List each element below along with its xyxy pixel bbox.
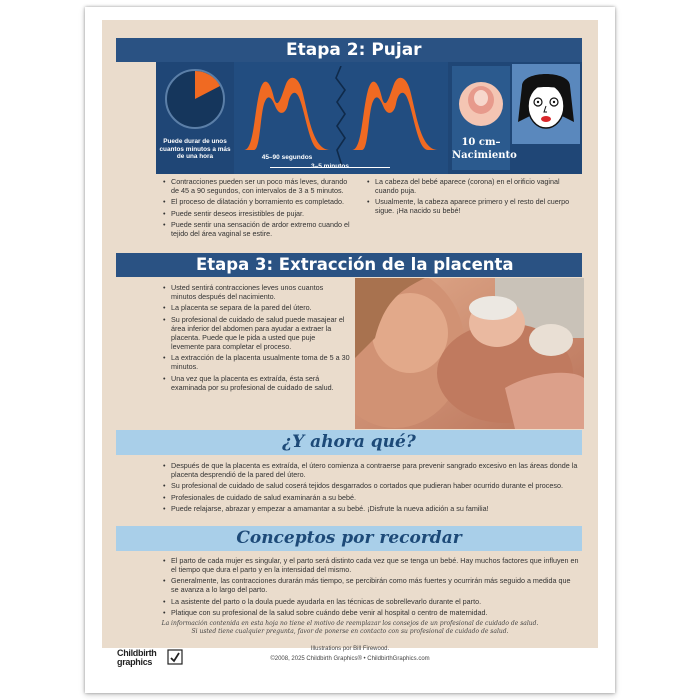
list-item: • El parto de cada mujer es singular, y el parto será distinto cada vez que se tenga un bebé. Hay muchos factores que influyen en el tiempo que dura el parto y en la intensidad del mismo. <box>171 556 580 574</box>
list-item: • La placenta se separa de la pared del útero. <box>171 303 350 312</box>
list-item: • Puede relajarse, abrazar y empezar a amamantar a su bebé. ¡Disfrute la nueva adición a su familia! <box>171 504 580 513</box>
contraction-wave-2 <box>346 72 444 154</box>
stage3-title: Etapa 3: Extracción de la placenta <box>116 253 582 277</box>
list-item: • Contracciones pueden ser un poco más leves, durando de 45 a 90 segundos, con intervalos de 3 a 5 minutos. <box>171 177 352 195</box>
clock-icon <box>164 68 226 132</box>
list-item: • Después de que la placenta es extraída, el útero comienza a contraerse para prevenir sangrado excesivo en las áreas donde la placenta desprendió de la pared del útero. <box>171 461 580 479</box>
footer-copyright: ©2008, 2025 Childbirth Graphics® • ChildbirthGraphics.com <box>270 656 430 662</box>
concepts-bullets <box>160 556 580 620</box>
now-what-title: ¿Y ahora qué? <box>116 430 582 455</box>
list-item: • Su profesional de cuidado de salud coserá tejidos desgarrados o cortados que pudieran haber ocurrido durante el proceso. <box>171 481 580 490</box>
list-item: • Su profesional de cuidado de salud puede masajear el área inferior del abdomen para ayudar a extraer la placenta. Puede que le pida a usted que puje levemente para completar el proceso. <box>171 315 350 351</box>
interval-label: 3–5 minutos <box>311 163 349 170</box>
logo-mark-icon <box>167 649 183 665</box>
crowning-icon <box>456 72 506 130</box>
list-item: • La asistente del parto o la doula puede ayudarla en las técnicas de sobrellevarlo durante el parto. <box>171 597 580 606</box>
crowning-box <box>452 66 517 170</box>
list-item: • La cabeza del bebé aparece (corona) en el orificio vaginal cuando puja. <box>375 177 580 195</box>
footer-illustrations: Illustrations por Bill Firewood. <box>310 646 390 652</box>
face-box <box>512 64 580 144</box>
childbirth-graphics-logo <box>117 648 189 670</box>
crowning-label: 10 cm–Nacimiento <box>452 137 517 161</box>
logo-text-top: Childbirth <box>117 648 157 658</box>
list-item: • Profesionales de cuidado de salud examinarán a su bebé. <box>171 493 580 502</box>
stage2-title: Etapa 2: Pujar <box>116 38 582 62</box>
woman-face-icon <box>514 66 578 142</box>
stage2-bullets-right <box>364 177 580 218</box>
list-item: • Usualmente, la cabeza aparece primero y el resto del cuerpo sigue. ¡Ha nacido su bebé! <box>375 197 580 215</box>
contraction-wave-1 <box>238 72 336 154</box>
list-item: • Puede sentir deseos irresistibles de pujar. <box>171 209 352 218</box>
disclaimer-line-2: Si usted tiene cualquier pregunta, favor de ponerse en contacto con su profesional de cuidado de salud. <box>191 628 509 635</box>
list-item: • Una vez que la placenta es extraída, ésta será examinada por su profesional de cuidado de salud. <box>171 374 350 392</box>
clock-caption: Puede durar de unos cuantos minutos a más de una hora <box>159 138 231 160</box>
list-item: • Puede sentir una sensación de ardor extremo cuando el tejido del área vaginal se estire. <box>171 220 352 238</box>
duration-label: 45–90 segundos <box>246 153 328 162</box>
disclaimer <box>130 620 570 636</box>
list-item: • La extracción de la placenta usualmente toma de 5 a 30 minutos. <box>171 353 350 371</box>
stage2-bullets-left <box>160 177 352 241</box>
now-what-bullets <box>160 461 580 516</box>
stage2-illustration <box>156 62 582 174</box>
list-item: • Platique con su profesional de la salud sobre cuándo debe venir al hospital o centro de maternidad. <box>171 608 580 617</box>
mother-baby-photo <box>355 278 584 429</box>
list-item: • Generalmente, las contracciones durarán más tiempo, se percibirán como más fuertes y ocurrirán más seguido a medida que se avanza a lo largo del parto. <box>171 576 580 594</box>
contraction-strip <box>234 62 448 174</box>
disclaimer-line-1: La información contenida en esta hoja no tiene el motivo de reemplazar los consejos de un profesional de cuidado de salud. <box>161 620 539 627</box>
list-item: • Usted sentirá contracciones leves unos cuantos minutos después del nacimiento. <box>171 283 350 301</box>
concepts-title: Conceptos por recordar <box>116 526 582 551</box>
list-item: • El proceso de dilatación y borramiento es completado. <box>171 197 352 206</box>
logo-text-bottom: graphics <box>117 657 153 667</box>
stage3-bullets <box>160 283 350 394</box>
